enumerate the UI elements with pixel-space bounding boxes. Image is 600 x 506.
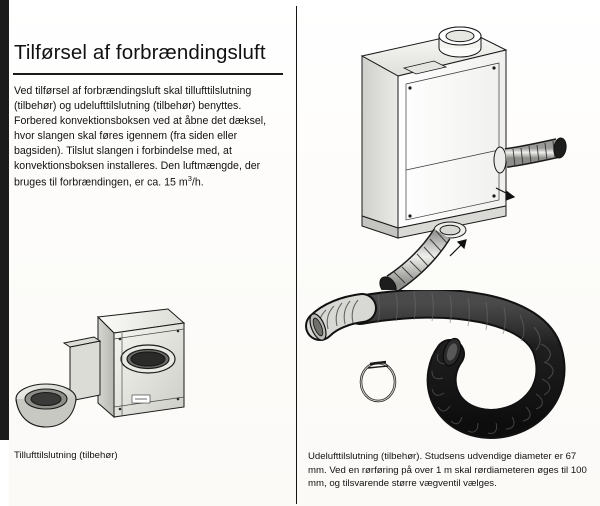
page-title: Tilførsel af forbrændingsluft <box>14 41 266 64</box>
hose-left <box>377 231 447 290</box>
left-accent-bar-bottom <box>0 440 9 506</box>
caption-left: Tillufttilslutning (tilbehør) <box>14 450 118 461</box>
hose-clamp-ring <box>361 362 395 401</box>
body-paragraph <box>14 84 282 191</box>
konvektionsboks-figure <box>300 20 600 290</box>
tillufttilslutning-illustration <box>8 295 288 445</box>
hose-right <box>506 137 567 166</box>
duct-cover-part <box>16 384 76 427</box>
konvektionsboks-illustration <box>300 20 600 290</box>
hose-light-end <box>307 300 362 342</box>
column-divider <box>296 6 297 504</box>
flexible-hose-illustration <box>300 290 600 440</box>
body-paragraph-tail: /h. <box>191 176 204 189</box>
body-superscript: 3 <box>187 174 192 184</box>
title-underline <box>13 73 283 75</box>
tillufttilslutning-figure <box>8 295 288 445</box>
flexible-hose-figure <box>300 290 600 440</box>
caption-right: Udelufttilslutning (tilbehør). Studsens udvendige diameter er 67 mm. Ved en rørføring på over 1 m skal rørdiameteren øges til 100 mm, og tilsvarende større vægventil vælges. <box>308 451 587 490</box>
body-paragraph-text: Ved tilførsel af forbrændingsluft skal tillufttilslutning (tilbehør) og udelufttilslutning (tilbehør) benyttes. Forbered konvektionsboksen ved at åbne det dæksel, hvor slangen skal føres igennem (fra siden eller bagsiden). Tilslut slangen i forbindelse med, at konvektionsboksen installeres. Den luftmængde, der bruges til forbrændingen, er ca. 15 m <box>14 85 267 189</box>
